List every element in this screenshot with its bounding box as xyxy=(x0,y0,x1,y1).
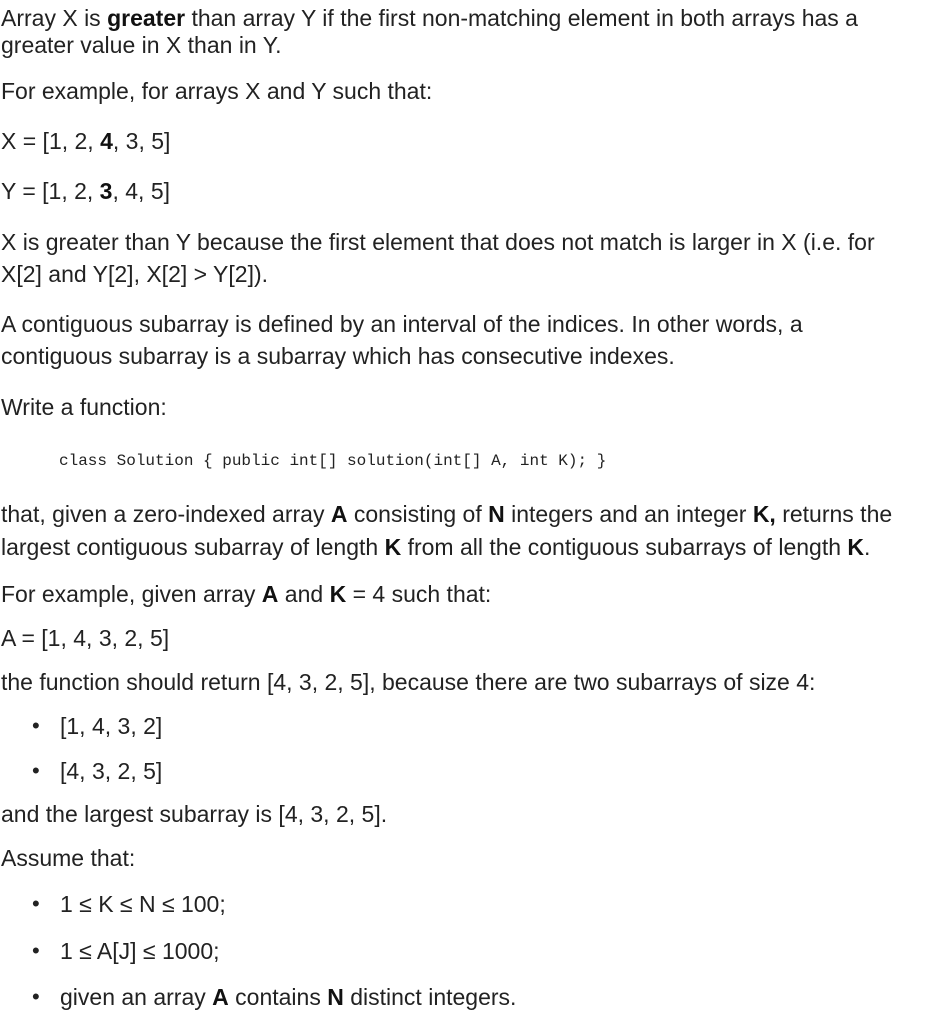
example-given: For example, given array A and K = 4 such that: xyxy=(1,581,492,607)
subarray-definition-line-2: contiguous subarray is a subarray which has consecutive indexes. xyxy=(1,343,675,369)
y-array-example: Y = [1, 2, 3, 4, 5] xyxy=(1,178,171,204)
assume-heading: Assume that: xyxy=(1,845,136,871)
example-intro: For example, for arrays X and Y such that: xyxy=(1,78,433,104)
largest-subarray-statement: and the largest subarray is [4, 3, 2, 5]. xyxy=(1,801,388,827)
bullet-icon: • xyxy=(32,891,40,916)
task-line-1: that, given a zero-indexed array A consisting of N integers and an integer K, returns the xyxy=(1,501,893,527)
bullet-icon: • xyxy=(32,938,40,963)
subarray-definition-line-1: A contiguous subarray is defined by an interval of the indices. In other words, a xyxy=(1,311,803,337)
task-line-2: largest contiguous subarray of length K from all the contiguous subarrays of length K. xyxy=(1,534,871,560)
bullet-icon: • xyxy=(32,984,40,1009)
bullet-icon: • xyxy=(32,758,40,783)
x-array-example: X = [1, 2, 4, 3, 5] xyxy=(1,128,171,154)
greater-term: greater xyxy=(107,5,186,31)
bullet-icon: • xyxy=(32,713,40,738)
explanation-line-1: X is greater than Y because the first element that does not match is larger in X (i.e. for xyxy=(1,229,875,255)
expected-return: the function should return [4, 3, 2, 5], because there are two subarrays of size 4: xyxy=(1,669,816,695)
write-function-prompt: Write a function: xyxy=(1,394,167,420)
definition-line-2: greater value in X than in Y. xyxy=(1,32,282,58)
explanation-line-2: X[2] and Y[2], X[2] > Y[2]). xyxy=(1,261,269,287)
problem-statement: Array X is greater than array Y if the first non-matching element in both arrays has a greater value in X than in Y. For example, for arrays X and Y such that: X = [1, 2, 4, 3, 5] Y = [1, 2, 3, 4, 5] X is greater than Y because the first element that does not match is larger in X (i.e. for X[2] and Y[2], X[2] > Y[2]). A contiguous subarray is defined by an interval of the indices. In other words, a contiguous subarray is a subarray which has consecutive indexes. Write a function: class Solution { public int[] solution(int[] A, int K); } that, given a zero-indexed array A consisting of N integers and an integer K, returns the largest contiguous subarray of length K from all the contiguous subarrays of length K. For example, given array A and K = 4 such that: A = [1, 4, 3, 2, 5] the function should return [4, 3, 2, 5], because there are two subarrays of size 4: • [1, 4, 3, 2] • [4, 3, 2, 5] and the largest subarray is [4, 3, 2, 5]. Assume that: • 1 ≤ K ≤ N ≤ 100; • 1 ≤ A[J] ≤ 1000; • given an array A contains N distinct integers. xyxy=(1,5,893,1010)
definition-line-1: Array X is greater than array Y if the first non-matching element in both arrays has a xyxy=(1,5,858,31)
a-array-example: A = [1, 4, 3, 2, 5] xyxy=(1,625,170,651)
function-signature-code: class Solution { public int[] solution(int[] A, int K); } xyxy=(59,452,607,470)
